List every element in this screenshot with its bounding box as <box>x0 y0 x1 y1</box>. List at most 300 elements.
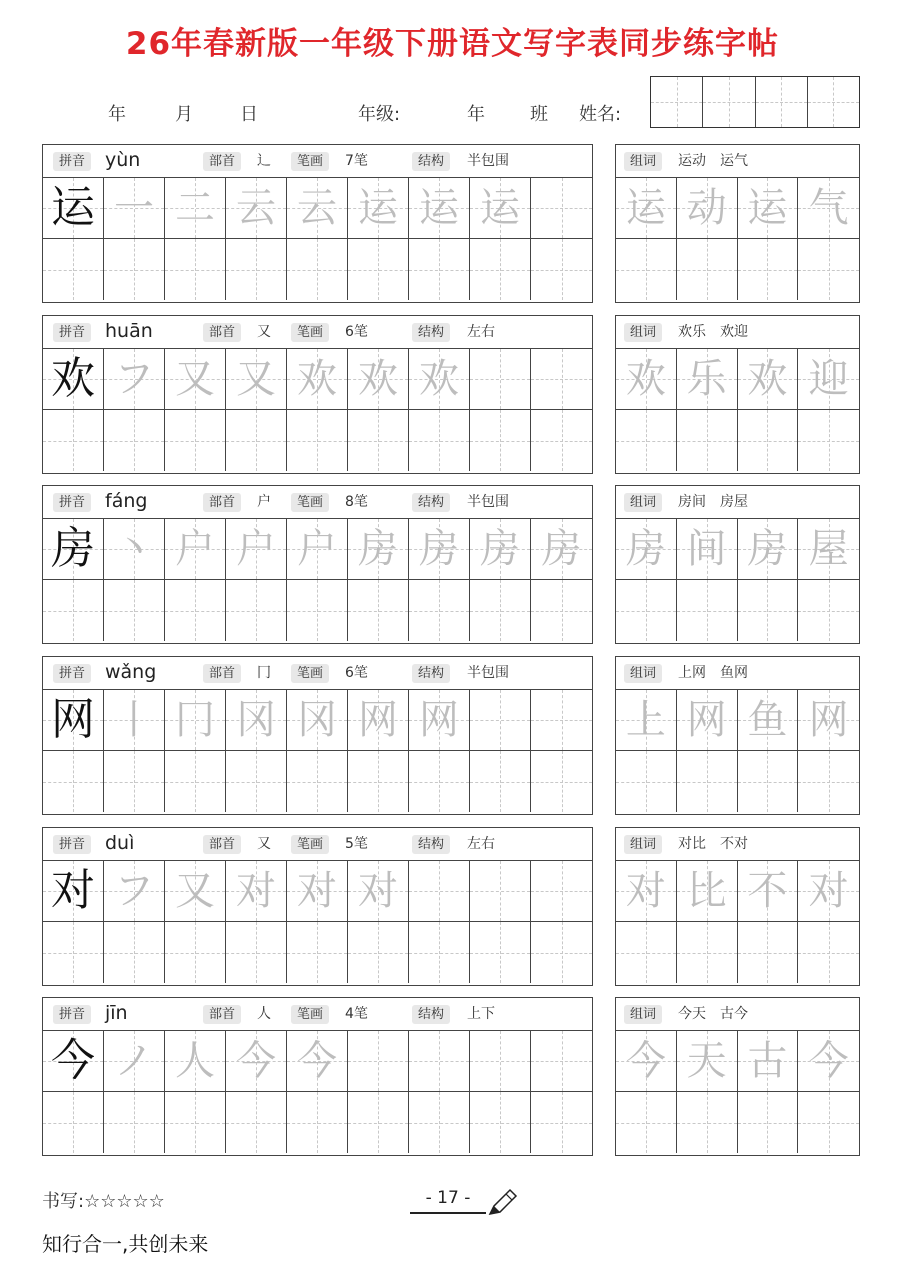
words-value: 欢乐 欢迎 <box>678 324 748 340</box>
tracing-row <box>43 178 592 239</box>
practice-cell[interactable] <box>226 1092 287 1153</box>
word-trace-char: 房 <box>747 526 788 572</box>
practice-cell[interactable] <box>104 751 165 812</box>
trace-stroke-char: 二 <box>175 185 215 231</box>
practice-cell[interactable] <box>43 1092 104 1153</box>
trace-cell[interactable] <box>531 349 592 409</box>
word-trace-char: 上 <box>625 697 666 743</box>
tracing-row <box>43 349 592 410</box>
practice-cell[interactable] <box>470 410 531 471</box>
practice-cell[interactable] <box>226 751 287 812</box>
trace-cell[interactable] <box>409 519 470 579</box>
word-trace-char: 屋 <box>808 526 849 572</box>
card-header <box>43 828 592 861</box>
word-practice-cell[interactable] <box>738 751 799 812</box>
word-trace-cell[interactable] <box>616 1031 677 1091</box>
trace-cell[interactable] <box>104 690 165 750</box>
trace-cell[interactable] <box>470 1031 531 1091</box>
strokes-label: 笔画 <box>291 664 329 683</box>
char-practice-card <box>42 997 593 1156</box>
word-practice-cell[interactable] <box>677 751 738 812</box>
name-cell[interactable] <box>703 77 755 127</box>
trace-cell[interactable] <box>531 690 592 750</box>
trace-cell[interactable] <box>287 1031 348 1091</box>
practice-cell[interactable] <box>226 580 287 641</box>
word-trace-cell[interactable] <box>798 349 859 409</box>
word-practice-cell[interactable] <box>616 410 677 471</box>
practice-cell[interactable] <box>470 580 531 641</box>
practice-cell[interactable] <box>531 922 592 983</box>
trace-stroke-char: 对 <box>358 868 398 914</box>
structure-value: 上下 <box>467 1006 495 1022</box>
trace-cell[interactable] <box>104 178 165 238</box>
word-trace-cell[interactable] <box>616 861 677 921</box>
word-trace-cell[interactable] <box>616 519 677 579</box>
practice-cell[interactable] <box>470 922 531 983</box>
radical-value: 冂 <box>257 665 271 681</box>
practice-cell[interactable] <box>470 1092 531 1153</box>
radical-value: 户 <box>257 494 271 510</box>
trace-cell[interactable] <box>409 1031 470 1091</box>
word-trace-cell[interactable] <box>677 690 738 750</box>
word-practice-row <box>616 1092 859 1153</box>
trace-cell[interactable] <box>531 861 592 921</box>
trace-stroke-char: 对 <box>297 868 337 914</box>
model-char: 运 <box>51 182 95 233</box>
practice-cell[interactable] <box>165 1092 226 1153</box>
trace-stroke-char: 房 <box>358 526 398 572</box>
trace-stroke-char: 网 <box>358 697 398 743</box>
practice-cell[interactable] <box>104 1092 165 1153</box>
name-writing-grid[interactable] <box>650 76 860 128</box>
practice-cell[interactable] <box>287 580 348 641</box>
practice-cell[interactable] <box>43 751 104 812</box>
structure-label: 结构 <box>412 835 450 854</box>
word-trace-cell[interactable] <box>798 519 859 579</box>
trace-stroke-char: 房 <box>541 526 582 572</box>
practice-cell[interactable] <box>43 922 104 983</box>
word-trace-cell[interactable] <box>738 178 799 238</box>
practice-cell[interactable] <box>531 239 592 300</box>
pinyin-value: jīn <box>105 1002 128 1024</box>
trace-cell[interactable] <box>104 519 165 579</box>
words-value: 对比 不对 <box>678 836 748 852</box>
word-trace-char: 网 <box>808 697 849 743</box>
trace-stroke-char: 一 <box>114 185 154 231</box>
tracing-row <box>43 519 592 580</box>
strokes-value: 7笔 <box>345 153 368 169</box>
card-header <box>43 657 592 690</box>
word-trace-char: 网 <box>686 697 727 743</box>
word-card-header <box>616 486 859 519</box>
trace-cell[interactable] <box>287 690 348 750</box>
trace-cell[interactable] <box>470 178 531 238</box>
word-trace-char: 间 <box>686 526 727 572</box>
structure-value: 左右 <box>467 836 495 852</box>
trace-stroke-char: ノ <box>114 1038 154 1084</box>
structure-label: 结构 <box>412 323 450 342</box>
pinyin-value: wǎng <box>105 661 157 683</box>
trace-cell[interactable] <box>348 349 409 409</box>
word-card-header <box>616 316 859 349</box>
trace-cell[interactable] <box>226 690 287 750</box>
word-trace-cell[interactable] <box>798 861 859 921</box>
model-char: 对 <box>51 865 95 916</box>
trace-cell[interactable] <box>348 1031 409 1091</box>
structure-value: 半包围 <box>467 494 509 510</box>
structure-value: 半包围 <box>467 665 509 681</box>
word-practice-cell[interactable] <box>798 580 859 641</box>
structure-label: 结构 <box>412 1005 450 1024</box>
word-practice-cell[interactable] <box>738 239 799 300</box>
word-trace-cell[interactable] <box>677 1031 738 1091</box>
trace-stroke-char: 丨 <box>114 697 154 743</box>
word-practice-cell[interactable] <box>677 922 738 983</box>
word-practice-cell[interactable] <box>738 410 799 471</box>
practice-cell[interactable] <box>104 239 165 300</box>
trace-cell[interactable] <box>226 519 287 579</box>
radical-label: 部首 <box>203 323 241 342</box>
word-practice-cell[interactable] <box>616 580 677 641</box>
model-char: 今 <box>51 1035 95 1086</box>
pinyin-label: 拼音 <box>53 493 91 512</box>
tracing-row <box>43 1031 592 1092</box>
strokes-value: 4笔 <box>345 1006 368 1022</box>
word-trace-char: 对 <box>808 868 849 914</box>
practice-cell[interactable] <box>470 239 531 300</box>
word-trace-cell[interactable] <box>677 349 738 409</box>
practice-row <box>43 239 592 300</box>
grade-label: 年级: <box>358 104 401 125</box>
trace-cell[interactable] <box>287 861 348 921</box>
pen-icon <box>486 1188 518 1218</box>
trace-stroke-char: 户 <box>175 526 215 572</box>
practice-cell[interactable] <box>409 239 470 300</box>
trace-cell[interactable] <box>470 690 531 750</box>
grade-nian-label: 年 <box>467 104 485 125</box>
practice-cell[interactable] <box>348 751 409 812</box>
word-trace-cell[interactable] <box>738 349 799 409</box>
practice-cell[interactable] <box>470 751 531 812</box>
word-trace-row <box>616 690 859 751</box>
word-practice-cell[interactable] <box>677 239 738 300</box>
structure-label: 结构 <box>412 152 450 171</box>
practice-row <box>43 410 592 471</box>
practice-cell[interactable] <box>287 922 348 983</box>
practice-cell[interactable] <box>165 922 226 983</box>
model-char: 网 <box>51 694 95 745</box>
word-practice-card <box>615 997 860 1156</box>
word-trace-char: 运 <box>747 185 788 231</box>
word-trace-row <box>616 519 859 580</box>
practice-row <box>43 751 592 812</box>
word-practice-cell[interactable] <box>616 751 677 812</box>
card-header <box>43 145 592 178</box>
strokes-value: 8笔 <box>345 494 368 510</box>
strokes-value: 6笔 <box>345 324 368 340</box>
word-trace-char: 今 <box>808 1038 849 1084</box>
pinyin-label: 拼音 <box>53 835 91 854</box>
practice-cell[interactable] <box>104 410 165 471</box>
trace-cell[interactable] <box>531 178 592 238</box>
practice-cell[interactable] <box>165 580 226 641</box>
tracing-row <box>43 690 592 751</box>
model-char: 欢 <box>51 353 95 404</box>
word-card-header <box>616 828 859 861</box>
word-card-header <box>616 145 859 178</box>
card-header <box>43 998 592 1031</box>
word-trace-char: 欢 <box>625 356 666 402</box>
date-month-label: 月 <box>175 104 193 125</box>
practice-cell[interactable] <box>226 922 287 983</box>
name-cell[interactable] <box>651 77 703 127</box>
trace-stroke-char: 运 <box>358 185 398 231</box>
trace-stroke-char: 欢 <box>297 356 337 402</box>
practice-row <box>43 922 592 983</box>
word-trace-cell[interactable] <box>677 519 738 579</box>
card-header <box>43 486 592 519</box>
trace-cell[interactable] <box>348 690 409 750</box>
trace-stroke-char: 户 <box>236 526 276 572</box>
trace-cell[interactable] <box>287 178 348 238</box>
trace-stroke-char: 今 <box>236 1038 276 1084</box>
page-number: - 17 - <box>410 1188 486 1214</box>
word-trace-char: 乐 <box>686 356 727 402</box>
pinyin-label: 拼音 <box>53 323 91 342</box>
trace-cell[interactable] <box>165 1031 226 1091</box>
trace-cell[interactable] <box>348 178 409 238</box>
trace-cell[interactable] <box>470 349 531 409</box>
structure-label: 结构 <box>412 493 450 512</box>
trace-cell[interactable] <box>165 349 226 409</box>
word-trace-cell[interactable] <box>738 519 799 579</box>
practice-cell[interactable] <box>409 1092 470 1153</box>
practice-cell[interactable] <box>43 239 104 300</box>
word-trace-char: 欢 <box>747 356 788 402</box>
tracing-row <box>43 861 592 922</box>
trace-cell[interactable] <box>409 690 470 750</box>
word-practice-cell[interactable] <box>677 1092 738 1153</box>
practice-cell[interactable] <box>348 239 409 300</box>
word-practice-cell[interactable] <box>798 751 859 812</box>
model-char: 房 <box>51 523 95 574</box>
practice-cell[interactable] <box>165 410 226 471</box>
word-trace-cell[interactable] <box>677 178 738 238</box>
model-char-cell <box>43 349 104 409</box>
trace-cell[interactable] <box>104 349 165 409</box>
practice-cell[interactable] <box>287 751 348 812</box>
word-practice-cell[interactable] <box>798 239 859 300</box>
trace-cell[interactable] <box>226 178 287 238</box>
practice-cell[interactable] <box>348 410 409 471</box>
trace-cell[interactable] <box>409 861 470 921</box>
word-trace-cell[interactable] <box>798 1031 859 1091</box>
practice-cell[interactable] <box>287 239 348 300</box>
trace-stroke-char: 对 <box>236 868 276 914</box>
pinyin-value: yùn <box>105 149 141 171</box>
trace-stroke-char: 运 <box>419 185 459 231</box>
practice-cell[interactable] <box>226 239 287 300</box>
trace-stroke-char: 又 <box>175 356 215 402</box>
char-practice-card <box>42 827 593 986</box>
word-practice-cell[interactable] <box>798 922 859 983</box>
trace-cell[interactable] <box>409 178 470 238</box>
model-char-cell <box>43 178 104 238</box>
trace-cell[interactable] <box>470 861 531 921</box>
practice-cell[interactable] <box>165 239 226 300</box>
pinyin-label: 拼音 <box>53 152 91 171</box>
trace-stroke-char: 冈 <box>236 697 276 743</box>
strokes-label: 笔画 <box>291 323 329 342</box>
practice-cell[interactable] <box>409 751 470 812</box>
pinyin-label: 拼音 <box>53 664 91 683</box>
practice-cell[interactable] <box>348 580 409 641</box>
practice-cell[interactable] <box>287 410 348 471</box>
word-practice-cell[interactable] <box>616 1092 677 1153</box>
trace-cell[interactable] <box>287 349 348 409</box>
trace-stroke-char: 网 <box>419 697 459 743</box>
strokes-value: 6笔 <box>345 665 368 681</box>
model-char-cell <box>43 861 104 921</box>
strokes-label: 笔画 <box>291 835 329 854</box>
practice-row <box>43 580 592 641</box>
date-day-label: 日 <box>240 104 258 125</box>
trace-stroke-char: 今 <box>297 1038 337 1084</box>
word-card-header <box>616 657 859 690</box>
word-trace-char: 对 <box>625 868 666 914</box>
word-practice-cell[interactable] <box>616 239 677 300</box>
word-trace-row <box>616 349 859 410</box>
trace-cell[interactable] <box>165 861 226 921</box>
words-label: 组词 <box>624 835 662 854</box>
trace-stroke-char: 冂 <box>175 697 215 743</box>
words-value: 今天 古今 <box>678 1006 748 1022</box>
word-trace-row <box>616 861 859 922</box>
radical-value: 又 <box>257 324 271 340</box>
word-practice-cell[interactable] <box>677 410 738 471</box>
name-cell[interactable] <box>808 77 859 127</box>
words-label: 组词 <box>624 664 662 683</box>
practice-cell[interactable] <box>104 580 165 641</box>
practice-cell[interactable] <box>409 580 470 641</box>
trace-cell[interactable] <box>470 519 531 579</box>
word-practice-cell[interactable] <box>677 580 738 641</box>
trace-cell[interactable] <box>531 1031 592 1091</box>
practice-cell[interactable] <box>409 922 470 983</box>
practice-cell[interactable] <box>165 751 226 812</box>
word-trace-cell[interactable] <box>616 349 677 409</box>
word-trace-char: 比 <box>686 868 727 914</box>
words-value: 上网 鱼网 <box>678 665 748 681</box>
trace-cell[interactable] <box>409 349 470 409</box>
word-practice-card <box>615 144 860 303</box>
practice-cell[interactable] <box>531 410 592 471</box>
trace-cell[interactable] <box>287 519 348 579</box>
practice-cell[interactable] <box>287 1092 348 1153</box>
class-label: 班 <box>530 104 548 125</box>
word-trace-char: 迎 <box>808 356 849 402</box>
word-trace-char: 今 <box>625 1038 666 1084</box>
practice-cell[interactable] <box>43 410 104 471</box>
practice-cell[interactable] <box>531 1092 592 1153</box>
word-practice-row <box>616 239 859 300</box>
trace-cell[interactable] <box>104 861 165 921</box>
word-practice-row <box>616 922 859 983</box>
word-practice-row <box>616 580 859 641</box>
trace-stroke-char: 冈 <box>297 697 337 743</box>
trace-stroke-char: 丶 <box>114 526 154 572</box>
words-label: 组词 <box>624 1005 662 1024</box>
practice-cell[interactable] <box>226 410 287 471</box>
practice-cell[interactable] <box>104 922 165 983</box>
radical-value: 辶 <box>257 153 271 169</box>
words-label: 组词 <box>624 323 662 342</box>
word-trace-char: 天 <box>686 1038 727 1084</box>
practice-cell[interactable] <box>531 751 592 812</box>
trace-cell[interactable] <box>226 349 287 409</box>
model-char-cell <box>43 690 104 750</box>
trace-cell[interactable] <box>348 519 409 579</box>
strokes-label: 笔画 <box>291 493 329 512</box>
radical-label: 部首 <box>203 664 241 683</box>
word-trace-cell[interactable] <box>738 861 799 921</box>
word-trace-cell[interactable] <box>798 690 859 750</box>
word-practice-cell[interactable] <box>798 1092 859 1153</box>
practice-cell[interactable] <box>409 410 470 471</box>
trace-cell[interactable] <box>165 178 226 238</box>
word-practice-cell[interactable] <box>616 922 677 983</box>
word-practice-cell[interactable] <box>738 1092 799 1153</box>
pinyin-label: 拼音 <box>53 1005 91 1024</box>
word-trace-char: 房 <box>625 526 666 572</box>
practice-cell[interactable] <box>531 580 592 641</box>
trace-stroke-char: 云 <box>236 185 276 231</box>
trace-stroke-char: 又 <box>175 868 215 914</box>
word-practice-cell[interactable] <box>738 580 799 641</box>
word-trace-cell[interactable] <box>738 1031 799 1091</box>
trace-cell[interactable] <box>348 861 409 921</box>
trace-cell[interactable] <box>165 519 226 579</box>
trace-cell[interactable] <box>165 690 226 750</box>
word-practice-card <box>615 656 860 815</box>
practice-cell[interactable] <box>43 580 104 641</box>
trace-cell[interactable] <box>104 1031 165 1091</box>
trace-stroke-char: 欢 <box>358 356 398 402</box>
word-trace-cell[interactable] <box>616 690 677 750</box>
model-char-cell <box>43 1031 104 1091</box>
practice-cell[interactable] <box>348 1092 409 1153</box>
word-trace-cell[interactable] <box>616 178 677 238</box>
word-trace-cell[interactable] <box>738 690 799 750</box>
structure-label: 结构 <box>412 664 450 683</box>
trace-cell[interactable] <box>226 861 287 921</box>
radical-label: 部首 <box>203 1005 241 1024</box>
word-practice-cell[interactable] <box>798 410 859 471</box>
practice-cell[interactable] <box>348 922 409 983</box>
card-header <box>43 316 592 349</box>
trace-stroke-char: 运 <box>480 185 520 231</box>
trace-cell[interactable] <box>226 1031 287 1091</box>
name-cell[interactable] <box>756 77 808 127</box>
pinyin-value: fáng <box>105 490 148 512</box>
trace-cell[interactable] <box>531 519 592 579</box>
word-trace-cell[interactable] <box>798 178 859 238</box>
word-trace-char: 鱼 <box>747 697 788 743</box>
words-label: 组词 <box>624 493 662 512</box>
word-trace-char: 动 <box>686 185 727 231</box>
word-practice-cell[interactable] <box>738 922 799 983</box>
word-trace-cell[interactable] <box>677 861 738 921</box>
